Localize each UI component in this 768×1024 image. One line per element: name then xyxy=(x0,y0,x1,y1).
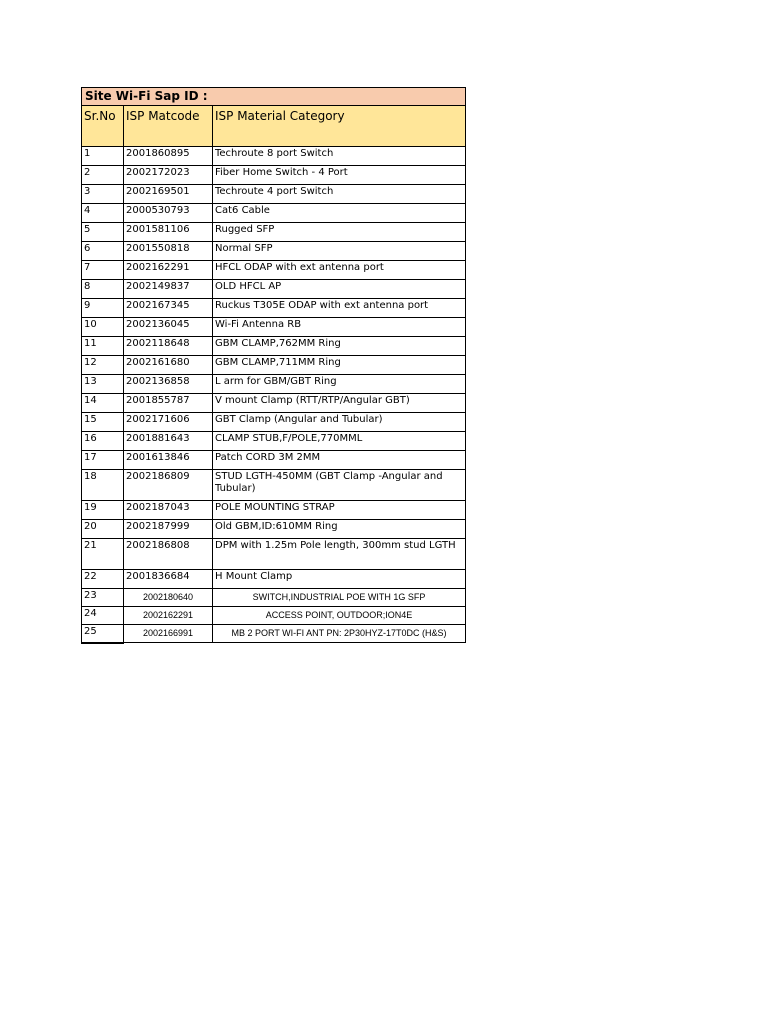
cell-matcode[interactable]: 2002172023 xyxy=(124,166,213,185)
table-row xyxy=(82,147,466,166)
cell-sr-no[interactable]: 13 xyxy=(82,375,124,394)
cell-category[interactable]: Rugged SFP xyxy=(213,223,466,242)
cell-matcode[interactable]: 2001881643 xyxy=(124,432,213,451)
table-row xyxy=(82,625,466,643)
table-row xyxy=(82,318,466,337)
cell-category[interactable]: Normal SFP xyxy=(213,242,466,261)
cell-category[interactable]: Cat6 Cable xyxy=(213,204,466,223)
cell-sr-no[interactable]: 8 xyxy=(82,280,124,299)
cell-category[interactable]: Ruckus T305E ODAP with ext antenna port xyxy=(213,299,466,318)
cell-sr-no[interactable]: 25 xyxy=(82,625,124,643)
cell-category[interactable]: Patch CORD 3M 2MM xyxy=(213,451,466,470)
cell-category[interactable]: HFCL ODAP with ext antenna port xyxy=(213,261,466,280)
cell-matcode[interactable]: 2001550818 xyxy=(124,242,213,261)
cell-category[interactable]: Fiber Home Switch - 4 Port xyxy=(213,166,466,185)
cell-sr-no[interactable]: 16 xyxy=(82,432,124,451)
cell-matcode[interactable]: 2002149837 xyxy=(124,280,213,299)
table-row xyxy=(82,470,466,501)
cell-matcode[interactable]: 2002186809 xyxy=(124,470,213,501)
cell-category[interactable]: H Mount Clamp xyxy=(213,570,466,589)
cell-category[interactable]: Techroute 4 port Switch xyxy=(213,185,466,204)
cell-sr-no[interactable]: 4 xyxy=(82,204,124,223)
cell-matcode[interactable]: 2002166991 xyxy=(124,625,213,643)
cell-category[interactable]: Old GBM,ID:610MM Ring xyxy=(213,520,466,539)
cell-matcode[interactable]: 2002186808 xyxy=(124,539,213,570)
cell-sr-no[interactable]: 17 xyxy=(82,451,124,470)
table-row xyxy=(82,356,466,375)
cell-sr-no[interactable]: 10 xyxy=(82,318,124,337)
cell-matcode[interactable]: 2002136045 xyxy=(124,318,213,337)
table-row xyxy=(82,375,466,394)
site-id-label[interactable]: Site Wi-Fi Sap ID : xyxy=(82,88,466,106)
cell-sr-no[interactable]: 2 xyxy=(82,166,124,185)
cell-sr-no[interactable]: 11 xyxy=(82,337,124,356)
cell-sr-no[interactable]: 14 xyxy=(82,394,124,413)
cell-matcode[interactable]: 2001855787 xyxy=(124,394,213,413)
cell-matcode[interactable]: 2002187043 xyxy=(124,501,213,520)
cell-category[interactable]: SWITCH,INDUSTRIAL POE WITH 1G SFP xyxy=(213,589,466,607)
table-row xyxy=(82,432,466,451)
table-row xyxy=(82,223,466,242)
header-sr-no[interactable]: Sr.No xyxy=(82,106,124,147)
cell-matcode[interactable]: 2000530793 xyxy=(124,204,213,223)
cell-matcode[interactable]: 2002161680 xyxy=(124,356,213,375)
cell-sr-no[interactable]: 6 xyxy=(82,242,124,261)
cell-sr-no[interactable]: 22 xyxy=(82,570,124,589)
cell-matcode[interactable]: 2002180640 xyxy=(124,589,213,607)
cell-category[interactable]: CLAMP STUB,F/POLE,770MML xyxy=(213,432,466,451)
table-row xyxy=(82,394,466,413)
cell-sr-no[interactable]: 20 xyxy=(82,520,124,539)
table-row xyxy=(82,451,466,470)
cell-sr-no[interactable]: 7 xyxy=(82,261,124,280)
cell-category[interactable]: L arm for GBM/GBT Ring xyxy=(213,375,466,394)
cell-matcode[interactable]: 2002136858 xyxy=(124,375,213,394)
cell-category[interactable]: Techroute 8 port Switch xyxy=(213,147,466,166)
cell-category[interactable]: GBM CLAMP,711MM Ring xyxy=(213,356,466,375)
cell-sr-no[interactable]: 12 xyxy=(82,356,124,375)
cell-matcode[interactable]: 2002171606 xyxy=(124,413,213,432)
cell-category[interactable]: STUD LGTH-450MM (GBT Clamp -Angular and Tubular) xyxy=(213,470,466,501)
table-row xyxy=(82,242,466,261)
table-row xyxy=(82,185,466,204)
cell-sr-no[interactable]: 3 xyxy=(82,185,124,204)
cell-matcode[interactable]: 2001613846 xyxy=(124,451,213,470)
cell-sr-no[interactable]: 21 xyxy=(82,539,124,570)
cell-sr-no[interactable]: 18 xyxy=(82,470,124,501)
cell-matcode[interactable]: 2002118648 xyxy=(124,337,213,356)
table-row xyxy=(82,589,466,607)
cell-matcode[interactable]: 2002162291 xyxy=(124,607,213,625)
cell-matcode[interactable]: 2001860895 xyxy=(124,147,213,166)
table-row xyxy=(82,501,466,520)
cell-matcode[interactable]: 2001836684 xyxy=(124,570,213,589)
material-table xyxy=(81,87,466,644)
cell-category[interactable]: GBM CLAMP,762MM Ring xyxy=(213,337,466,356)
table-row xyxy=(82,299,466,318)
site-id-row xyxy=(82,88,466,106)
table-row xyxy=(82,280,466,299)
cell-sr-no[interactable]: 15 xyxy=(82,413,124,432)
cell-sr-no[interactable]: 5 xyxy=(82,223,124,242)
cell-matcode[interactable]: 2002169501 xyxy=(124,185,213,204)
cell-sr-no[interactable]: 24 xyxy=(82,607,124,625)
cell-category[interactable]: MB 2 PORT WI-FI ANT PN: 2P30HYZ-17T0DC (H&S) xyxy=(213,625,466,643)
cell-sr-no[interactable]: 1 xyxy=(82,147,124,166)
table-row xyxy=(82,520,466,539)
cell-matcode[interactable]: 2002187999 xyxy=(124,520,213,539)
material-sheet xyxy=(81,87,465,644)
header-matcode[interactable]: ISP Matcode xyxy=(124,106,213,147)
cell-matcode[interactable]: 2002167345 xyxy=(124,299,213,318)
cell-category[interactable]: ACCESS POINT, OUTDOOR;ION4E xyxy=(213,607,466,625)
cell-category[interactable]: DPM with 1.25m Pole length, 300mm stud LGTH xyxy=(213,539,466,570)
table-row xyxy=(82,204,466,223)
cell-category[interactable]: POLE MOUNTING STRAP xyxy=(213,501,466,520)
header-row xyxy=(82,106,466,147)
table-row xyxy=(82,166,466,185)
table-row xyxy=(82,337,466,356)
cell-matcode[interactable]: 2002162291 xyxy=(124,261,213,280)
table-row xyxy=(82,570,466,589)
header-category[interactable]: ISP Material Category xyxy=(213,106,466,147)
cell-sr-no[interactable]: 19 xyxy=(82,501,124,520)
table-row xyxy=(82,413,466,432)
cell-sr-no[interactable]: 9 xyxy=(82,299,124,318)
cell-category[interactable]: Wi-Fi Antenna RB xyxy=(213,318,466,337)
cell-matcode[interactable]: 2001581106 xyxy=(124,223,213,242)
cell-category[interactable]: OLD HFCL AP xyxy=(213,280,466,299)
table-row xyxy=(82,539,466,570)
cell-category[interactable]: GBT Clamp (Angular and Tubular) xyxy=(213,413,466,432)
table-row xyxy=(82,261,466,280)
cell-category[interactable]: V mount Clamp (RTT/RTP/Angular GBT) xyxy=(213,394,466,413)
cell-sr-no[interactable]: 23 xyxy=(82,589,124,607)
table-row xyxy=(82,607,466,625)
